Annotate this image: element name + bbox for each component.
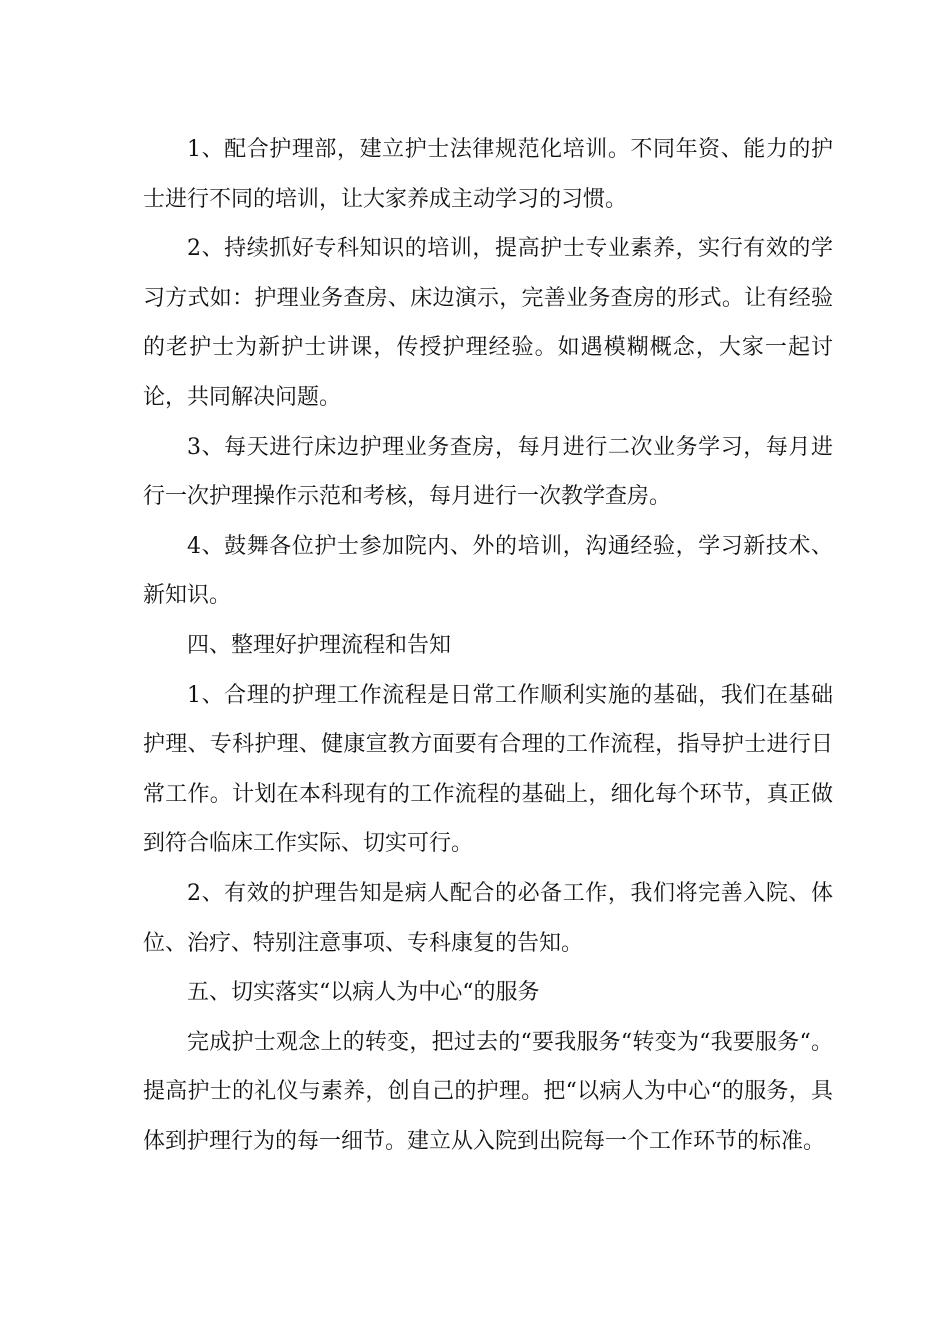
paragraph-training-4: 4、鼓舞各位护士参加院内、外的培训，沟通经验，学习新技术、新知识。 [143,533,833,609]
document-body [143,125,833,1166]
paragraph-process-1: 1、合理的护理工作流程是日常工作顺利实施的基础，我们在基础护理、专科护理、健康宣教方面要有合理的工作流程，指导护士进行日常工作。计划在本科现有的工作流程的基础上，细化每个环节，真正做到符合临床工作实际、切实可行。 [143,682,833,857]
paragraph-training-3: 3、每天进行床边护理业务查房，每月进行二次业务学习，每月进行一次护理操作示范和考核，每月进行一次教学查房。 [143,434,833,510]
paragraph-training-1: 1、配合护理部，建立护士法律规范化培训。不同年资、能力的护士进行不同的培训，让大家养成主动学习的习惯。 [143,137,833,212]
paragraph-process-2: 2、有效的护理告知是病人配合的必备工作，我们将完善入院、体位、治疗、特别注意事项、专科康复的告知。 [143,880,833,956]
section-heading-4: 四、整理好护理流程和告知 [187,632,452,658]
section-heading-5: 五、切实落实“以病人为中心“的服务 [187,980,540,1006]
paragraph-training-2: 2、持续抓好专科知识的培训，提高护士专业素养，实行有效的学习方式如：护理业务查房、床边演示，完善业务查房的形式。让有经验的老护士为新护士讲课，传授护理经验。如遇模糊概念，大家一起讨论，共同解决问题。 [143,236,833,410]
paragraph-service: 完成护士观念上的转变，把过去的“要我服务“转变为“我要服务“。提高护士的礼仪与素养，创自己的护理。把“以病人为中心“的服务，具体到护理行为的每一细节。建立从入院到出院每一个工作环节的标准。 [143,1029,833,1154]
